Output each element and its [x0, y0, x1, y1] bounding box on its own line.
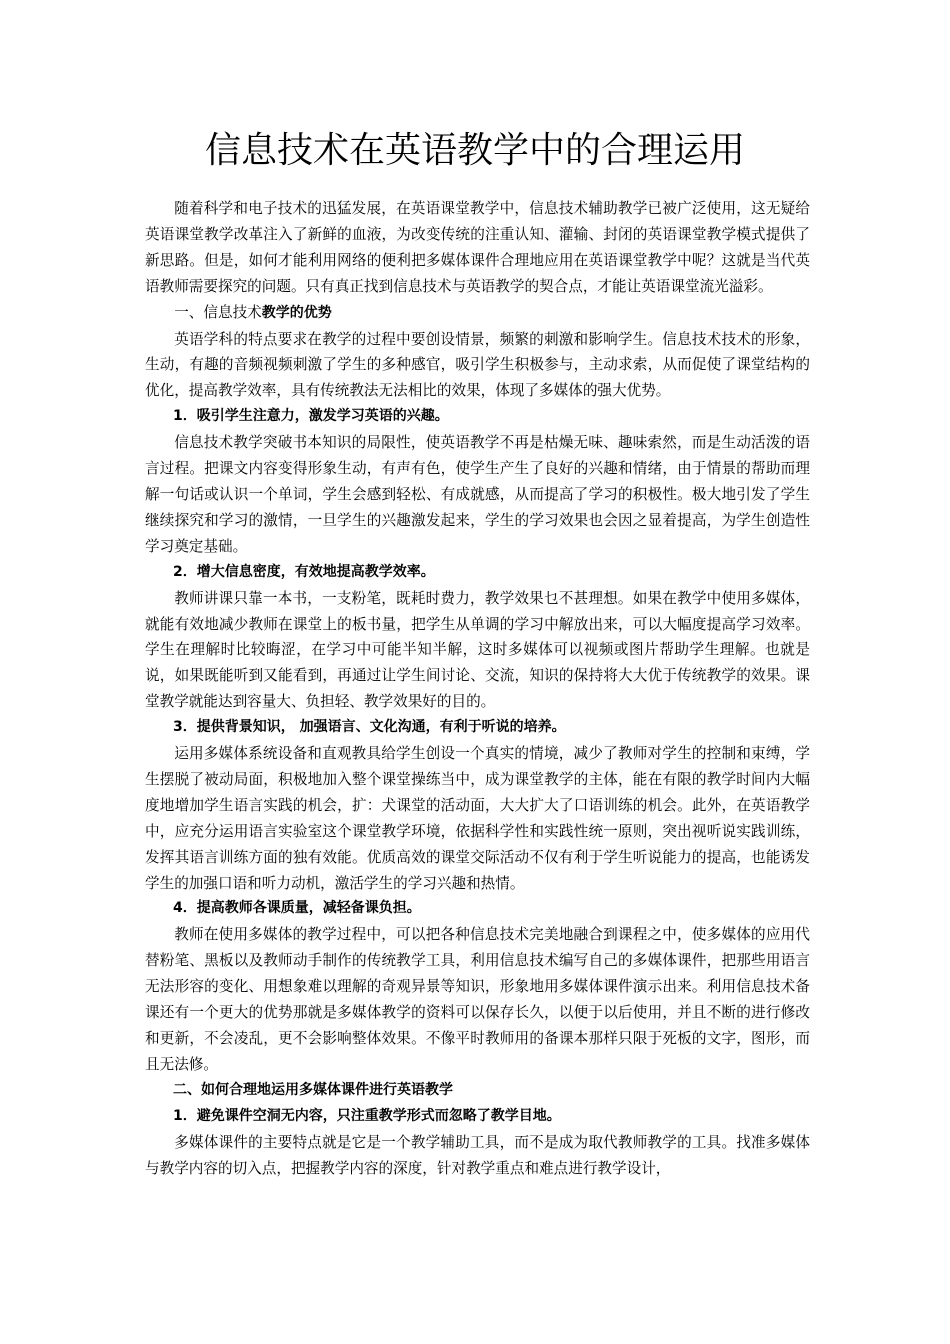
section-1-heading [145, 300, 810, 327]
subsection-1-3-heading: 3．提供背景知识， 加强语言、文化沟通，有利于听说的培养。 [173, 719, 566, 736]
subsection-1-2-heading: 2．增大信息密度，有效地提高教学效率。 [173, 563, 435, 580]
intro-paragraph: 随着科学和电子技术的迅猛发展，在英语课堂教学中，信息技术辅助教学已被广泛使用，这无疑给英语课堂教学改革注入了新鲜的血液，为改变传统的注重认知、灌输、封闭的英语课堂教学模式提供了新思路。但是，如何才能利用网络的便利把多媒体课件合理地应用在英语课堂教学中呢？这就是当代英语教师需要探究的问题。只有真正找到信息技术与英语教学的契合点，才能让英语课堂流光溢彩。 [145, 200, 810, 295]
subsection-1-2-paragraph: 教师讲课只靠一本书，一支粉笔，既耗时费力，教学效果乜不甚理想。如果在教学中使用多媒体，就能有效地减少教师在课堂上的板书量，把学生从单调的学习中解放出来，可以大幅度提高学习效率。学生在理解时比较晦涩，在学习中可能半知半解，这时多媒体可以视频或图片帮助学生理解。也就是说，如果既能听到又能看到，再通过让学生间讨论、交流，知识的保持将大大优于传统教学的效果。课堂教学就能达到容量大、负担轻、教学效果好的目的。 [145, 589, 810, 711]
subsection-1-4-heading: 4．提高教师各课质量，减轻备课负担。 [173, 900, 421, 917]
document-body [145, 196, 810, 1181]
subsection-2-1-paragraph: 多媒体课件的主要特点就是它是一个教学辅助工具，而不是成为取代教师教学的工具。找准多媒体与教学内容的切入点，把握教学内容的深度，针对教学重点和难点进行教学设计， [145, 1133, 810, 1177]
document-title: 信息技术在英语教学中的合理运用 [204, 130, 745, 171]
section-1-heading-bold: 教学的优势 [261, 304, 332, 321]
subsection-1-1-paragraph: 信息技术教学突破书本知识的局限性，使英语教学不再是枯燥无味、趣味索然，而是生动活泼的语言过程。把课文内容变得形象生动，有声有色，使学生产生了良好的兴趣和情绪，由于情景的帮助而理解一句话或认识一个单词，学生会感到轻松、有成就感，从而提高了学习的积极性。极大地引发了学生继续探究和学习的激情，一旦学生的兴趣激发起来，学生的学习效果也会因之显着提高，为学生创造性学习奠定基础。 [145, 434, 810, 555]
subsection-1-1-heading: 1．吸引学生注意力，激发学习英语的兴趣。 [173, 408, 449, 425]
subsection-1-4-paragraph: 教师在使用多媒体的教学过程中，可以把各种信息技术完美地融合到课程之中，使多媒体的应用代替粉笔、黑板以及教师动手制作的传统教学工具，利用信息技术编写自己的多媒体课件，把那些用语言无法形容的变化、用想象难以理解的奇观异景等知识，形象地用多媒体课件演示出来。利用信息技术备课还有一个更大的优势那就是多媒体教学的资料可以保存长久，以便于以后使用，并且不断的进行修改和更新，不会凌乱，更不会影响整体效果。不像平时教师用的备课本那样只限于死板的文字，图形，而且无法修。 [145, 926, 810, 1073]
subsection-2-1-heading: 1．避免课件空洞无内容，只注重教学形式而忽略了教学目地。 [173, 1107, 561, 1124]
section-1-paragraph: 英语学科的特点要求在教学的过程中要创设情景，频繁的刺激和影响学生。信息技术技术的形象，生动，有趣的音频视频刺激了学生的多种感官，吸引学生积极参与，主动求索，从而促使了课堂结构的优化，提高教学效率，具有传统教法无法相比的效果，体现了多媒体的强大优势。 [145, 330, 810, 400]
section-2-heading: 二、如何合理地运用多媒体课件进行英语教学 [173, 1081, 453, 1098]
subsection-1-3-paragraph: 运用多媒体系统设备和直观教具给学生创设一个真实的情境，减少了教师对学生的控制和束缚，学生摆脱了被动局面，积极地加入整个课堂操练当中，成为课堂教学的主体，能在有限的教学时间内大幅度地增加学生语言实践的机会，扩：犬课堂的活动面，大大扩大了口语训练的机会。此外，在英语教学中，应充分运用语言实验室这个课堂教学环境，依据科学性和实践性统一原则，突出视听说实践训练，发挥其语言训练方面的独有效能。优质高效的课堂交际活动不仅有利于学生听说能力的提高，也能诱发学生的加强口语和听力动机，激活学生的学习兴趣和热情。 [145, 745, 810, 892]
section-1-heading-plain: 一、信息技术 [174, 303, 262, 321]
